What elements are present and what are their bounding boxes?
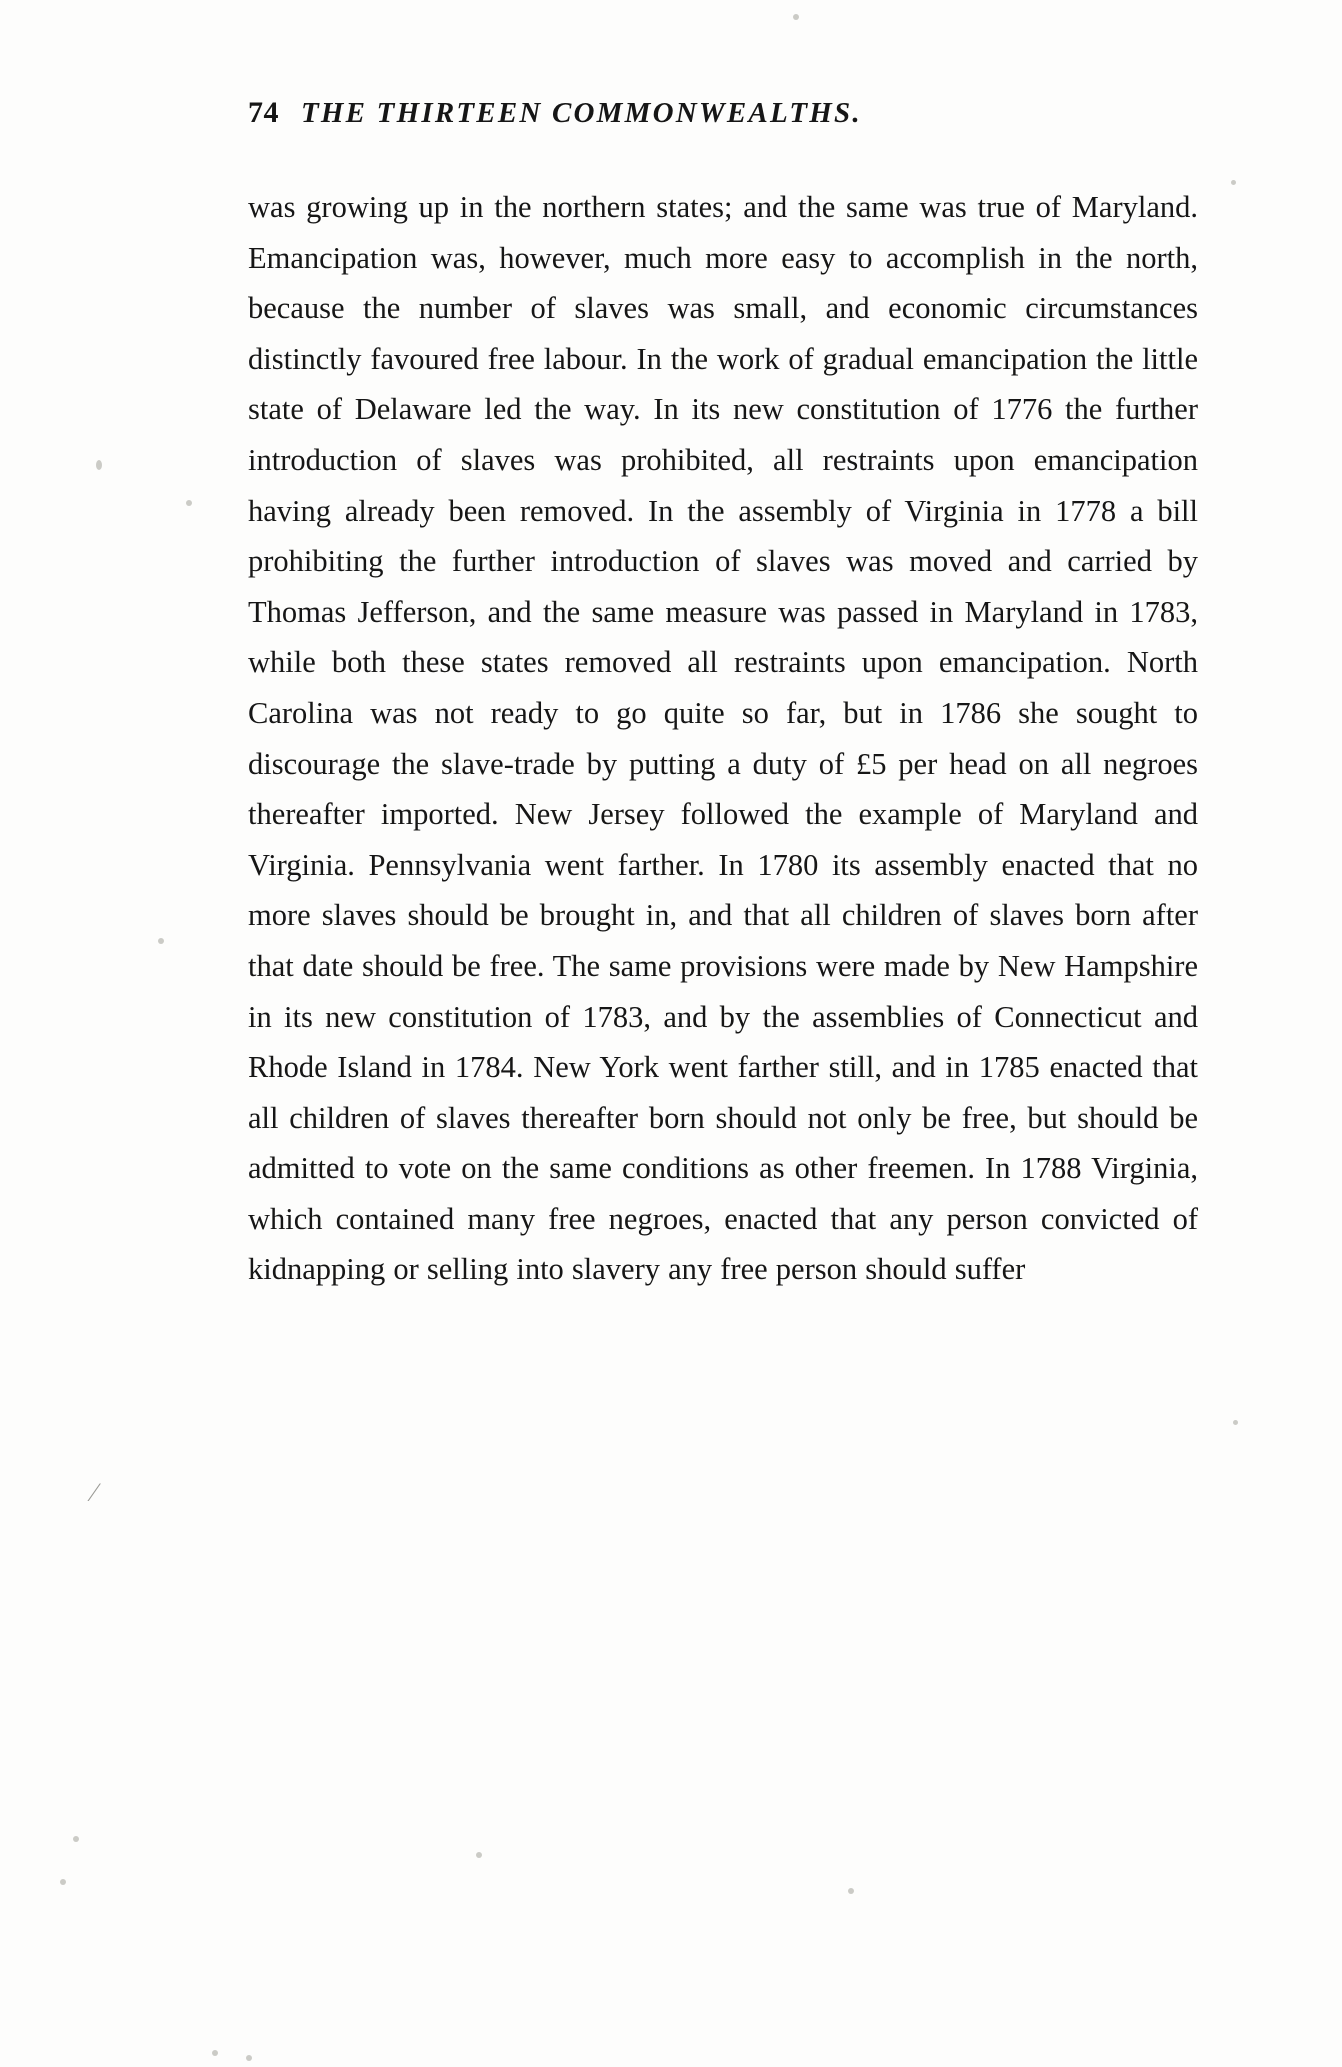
scan-speck	[848, 1888, 854, 1894]
margin-tick-icon: ⁄	[92, 1478, 97, 1507]
page-header	[248, 96, 1198, 130]
scan-speck	[246, 2055, 252, 2061]
scan-speck	[186, 500, 192, 506]
scan-speck	[73, 1836, 79, 1842]
scan-speck	[1231, 180, 1236, 185]
running-head: THE THIRTEEN COMMONWEALTHS.	[301, 97, 862, 129]
page-number: 74	[248, 96, 279, 129]
scan-speck	[60, 1879, 66, 1885]
scan-speck	[476, 1852, 482, 1858]
page-content	[248, 96, 1198, 1295]
scan-speck	[212, 2050, 218, 2056]
scan-speck	[793, 14, 799, 20]
scan-speck	[96, 460, 102, 470]
scan-speck	[158, 938, 164, 944]
body-paragraph: was growing up in the northern states; and the same was true of Maryland. Emancipation was, however, much more easy to accomplish in the north, because the number of slaves was small, and economic circumstances distinctly favoured free labour. In the work of gradual emancipation the little state of Delaware led the way. In its new constitution of 1776 the further introduction of slaves was prohibited, all restraints upon emancipation having already been removed. In the assembly of Virginia in 1778 a bill prohibiting the further introduction of slaves was moved and carried by Thomas Jefferson, and the same measure was passed in Maryland in 1783, while both these states removed all restraints upon emancipation. North Carolina was not ready to go quite so far, but in 1786 she sought to discourage the slave-trade by putting a duty of £5 per head on all negroes thereafter imported. New Jersey followed the example of Maryland and Virginia. Pennsylvania went farther. In 1780 its assembly enacted that no more slaves should be brought in, and that all children of slaves born after that date should be free. The same provisions were made by New Hampshire in its new constitution of 1783, and by the assemblies of Connecticut and Rhode Island in 1784. New York went farther still, and in 1785 enacted that all children of slaves thereafter born should not only be free, but should be admitted to vote on the same conditions as other freemen. In 1788 Virginia, which contained many free negroes, enacted that any person convicted of kidnapping or selling into slavery any free person should suffer	[248, 190, 1198, 1287]
scan-speck	[1233, 1420, 1238, 1425]
